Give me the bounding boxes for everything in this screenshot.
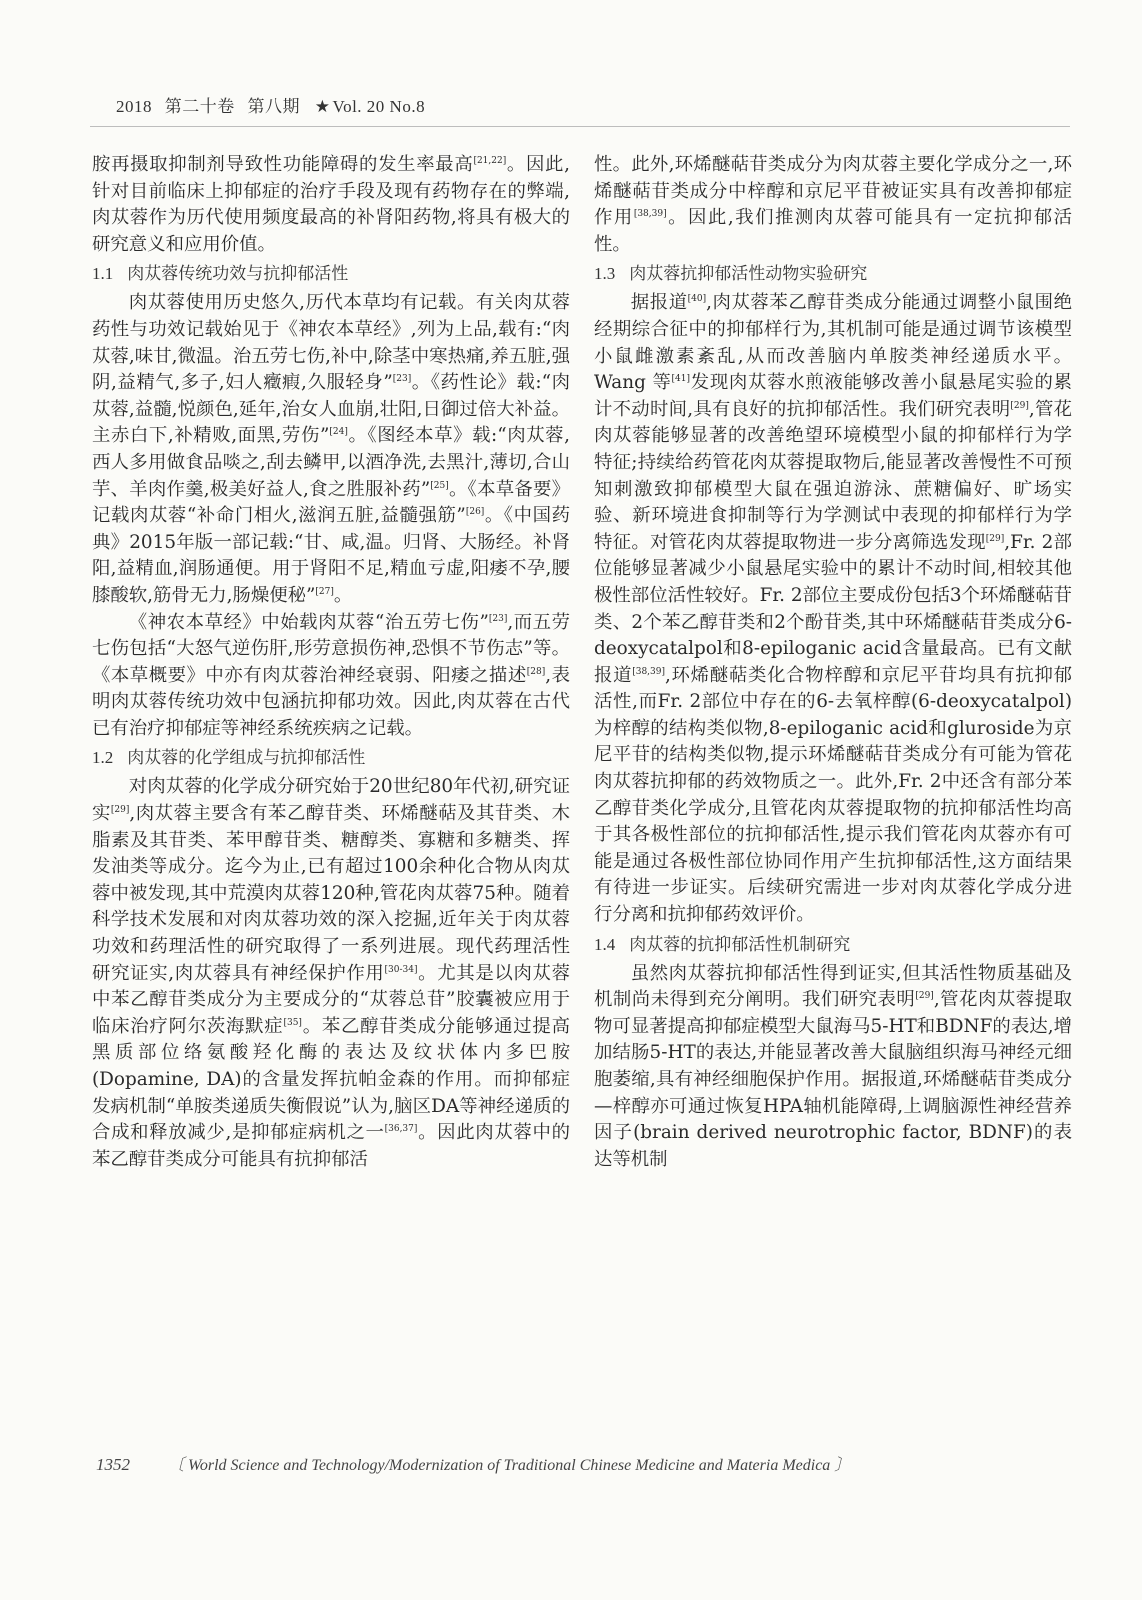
citation: [29] [110,804,130,815]
section-heading-1-3 [594,261,1072,287]
header-volume: 第二十卷 [164,97,235,116]
citation: [21,22] [473,155,507,166]
text-run: 据报道 [630,292,688,314]
paragraph [92,610,570,743]
text-run: 。苯乙醇苷类成分能够通过提高黑质部位络氨酸羟化酶的表达及纹状体内多巴胺(Dopamine, DA)的含量发挥抗帕金森的作用。而抑郁症发病机制“单胺类递质失衡假说”认为,脑区DA等神经递质的合成和释放减少,是抑郁症病机之一 [92,1015,570,1144]
section-number: 1.3 [594,264,616,284]
citation: [28] [526,666,546,677]
running-header [116,92,425,117]
paragraph [594,290,1072,928]
paragraph [92,774,570,1173]
text-run: 。因此,我们推测肉苁蓉可能具有一定抗抑郁活性。 [594,207,1072,255]
journal-name: 〔 World Science and Technology/Modernization of Traditional Chinese Medicine and Materia Medica 〕 [168,1457,851,1474]
running-footer [96,1452,850,1475]
text-run: 。 [333,584,353,606]
citation: [29] [985,533,1005,544]
citation: [29] [1010,400,1029,411]
citation: [26] [465,507,485,517]
text-run: 。《药性论》载:“肉苁蓉,益髓,悦颜色,延年,治女人血崩,壮阳,日御过倍大补益。主赤白下,补精败,面黑,劳伤” [92,372,570,447]
citation: [40] [687,294,707,305]
paragraph [594,152,1072,258]
section-title: 肉苁蓉的抗抑郁活性机制研究 [629,934,851,955]
text-run: 。《图经本草》载:“肉苁蓉,西人多用做食品啖之,刮去鳞甲,以酒净洗,去黑汁,薄切,合山芋、羊肉作羹,极美好益人,食之胜服补药” [92,425,570,500]
section-number: 1.2 [92,748,114,768]
header-rule [90,126,1070,127]
header-vol-en: Vol. 20 No.8 [332,97,426,116]
section-heading-1-4 [594,932,1072,958]
text-run: ,管花肉苁蓉提取物可显著提高抑郁症模型大鼠海马5-HT和BDNF的表达,增加结肠5-HT的表达,并能显著改善大鼠脑组织海马神经元细胞萎缩,具有神经细胞保护作用。据报道,环烯醚萜苷类成分—梓醇亦可通过恢复HPA轴机能障碍,上调脑源性神经营养因子(brain derived neurotrophic factor, BDNF)的表达等机制 [594,989,1072,1170]
text-run: 发现肉苁蓉水煎液能够改善小鼠悬尾实验的累计不动时间,具有良好的抗抑郁活性。我们研究表明 [594,372,1072,420]
text-run: 肉苁蓉使用历史悠久,历代本草均有记载。有关肉苁蓉药性与功效记载始见于《神农本草经》,列为上品,载有:“肉苁蓉,味甘,微温。治五劳七伤,补中,除茎中寒热痛,养五脏,强阴,益精气,多子,妇人癥瘕,久服轻身” [92,292,570,394]
section-heading-1-1 [92,261,570,287]
text-run: ,管花肉苁蓉能够显著的改善绝望环境模型小鼠的抑郁样行为学特征;持续给药管花肉苁蓉提取物后,能显著改善慢性不可预知刺激致抑郁模型大鼠在强迫游泳、蔗糖偏好、旷场实验、新环境进食抑制等行为学测试中表现的抑郁样行为学特征。对管花肉苁蓉提取物进一步分离筛选发现 [594,398,1072,553]
section-title: 肉苁蓉抗抑郁活性动物实验研究 [629,264,868,285]
text-run: ,Fr. 2部位能够显著减少小鼠悬尾实验中的累计不动时间,相较其他极性部位活性较好。Fr. 2部位主要成份包括3个环烯醚萜苷类、2个苯乙醇苷类和2个酚苷类,其中环烯醚萜苷类成分6-deoxycatalpol和8-epiloganic acid含量最高。已有文献报道 [594,531,1072,686]
citation: [41] [671,374,691,385]
page-number: 1352 [96,1455,130,1474]
header-year: 2018 [116,97,152,116]
citation: [27] [315,586,334,597]
citation: [23] [488,613,508,624]
paragraph [92,152,570,258]
paragraph [92,290,570,609]
citation: [35] [283,1017,302,1028]
text-run: 对肉苁蓉的化学成分研究始于20世纪80年代初,研究证实 [92,776,570,825]
text-run: 虽然肉苁蓉抗抑郁活性得到证实,但其活性物质基础及机制尚未得到充分阐明。我们研究表明 [594,962,1072,1011]
text-run: 性。此外,环烯醚萜苷类成分为肉苁蓉主要化学成分之一,环烯醚萜苷类成分中梓醇和京尼平苷被证实具有改善抑郁症作用 [594,154,1072,229]
left-column [92,152,570,1173]
paragraph [594,961,1072,1174]
text-run: 。因此,针对目前临床上抑郁症的治疗手段及现有药物存在的弊端,肉苁蓉作为历代使用频度最高的补肾阳药物,将具有极大的研究意义和应用价值。 [92,154,570,255]
text-run: ,表明肉苁蓉传统功效中包涵抗抑郁功效。因此,肉苁蓉在古代已有治疗抑郁症等神经系统疾病之记载。 [92,664,570,739]
citation: [24] [329,427,348,438]
section-title: 肉苁蓉的化学组成与抗抑郁活性 [127,748,366,769]
citation: [23] [392,374,412,385]
citation: [30-34] [384,964,418,975]
text-run: 。《本草备要》记载肉苁蓉“补命门相火,滋润五脏,益髓强筋” [92,478,570,527]
right-column [594,152,1072,1173]
text-run: ,环烯醚萜类化合物梓醇和京尼平苷均具有抗抑郁活性,而Fr. 2部位中存在的6-去氧梓醇(6-deoxycatalpol)为梓醇的结构类似物,8-epiloganic acid和gluroside为京尼平苷的结构类似物,提示环烯醚萜苷类成分有可能为管花肉苁蓉抗抑郁的药效物质之一。此外,Fr. 2中还含有部分苯乙醇苷类化学成分,且管花肉苁蓉提取物的抗抑郁活性均高于其各极性部位的抗抑郁活性,提示我们管花肉苁蓉亦有可能是通过各极性部位协同作用产生抗抑郁活性,这方面结果有待进一步证实。后续研究需进一步对肉苁蓉化学成分进行分离和抗抑郁药效评价。 [594,664,1072,926]
citation: [38,39] [632,666,665,677]
star-icon: ★ [314,97,331,116]
text-run: ,而五劳七伤包括“大怒气逆伤肝,形劳意损伤神,恐惧不节伤志”等。《本草概要》中亦有肉苁蓉治神经衰弱、阳痿之描述 [92,611,570,686]
citation: [38,39] [633,209,667,220]
citation: [36,37] [384,1124,418,1135]
text-run: ,肉苁蓉苯乙醇苷类成分能通过调整小鼠围绝经期综合征中的抑郁样行为,其机制可能是通过调节该模型小鼠雌激素紊乱,从而改善脑内单胺类神经递质水平。Wang 等 [594,292,1072,394]
citation: [29] [915,991,934,1002]
section-number: 1.1 [92,264,114,284]
text-run: 。尤其是以肉苁蓉中苯乙醇苷类成分为主要成分的“苁蓉总苷”胶囊被应用于临床治疗阿尔茨海默症 [92,962,570,1037]
section-heading-1-2 [92,745,570,771]
text-run: 《神农本草经》中始载肉苁蓉“治五劳七伤” [128,611,489,633]
citation: [25] [430,480,449,491]
text-run: 。《中国药典》2015年版一部记载:“甘、咸,温。归肾、大肠经。补肾阳,益精血,润肠通便。用于肾阳不足,精血亏虚,阳痿不孕,腰膝酸软,筋骨无力,肠燥便秘” [92,505,570,606]
text-run: 。因此肉苁蓉中的苯乙醇苷类成分可能具有抗抑郁活 [92,1122,570,1170]
header-issue: 第八期 [247,97,300,116]
section-number: 1.4 [594,934,616,954]
text-run: ,肉苁蓉主要含有苯乙醇苷类、环烯醚萜及其苷类、木脂素及其苷类、苯甲醇苷类、糖醇类、寡糖和多糖类、挥发油类等成分。迄今为止,已有超过100余种化合物从肉苁蓉中被发现,其中荒漠肉苁蓉120种,管花肉苁蓉75种。随着科学技术发展和对肉苁蓉功效的深入挖掘,近年关于肉苁蓉功效和药理活性的研究取得了一系列进展。现代药理活性研究证实,肉苁蓉具有神经保护作用 [92,803,570,984]
text-run: 胺再摄取抑制剂导致性功能障碍的发生率最高 [92,154,474,175]
section-title: 肉苁蓉传统功效与抗抑郁活性 [127,264,349,285]
